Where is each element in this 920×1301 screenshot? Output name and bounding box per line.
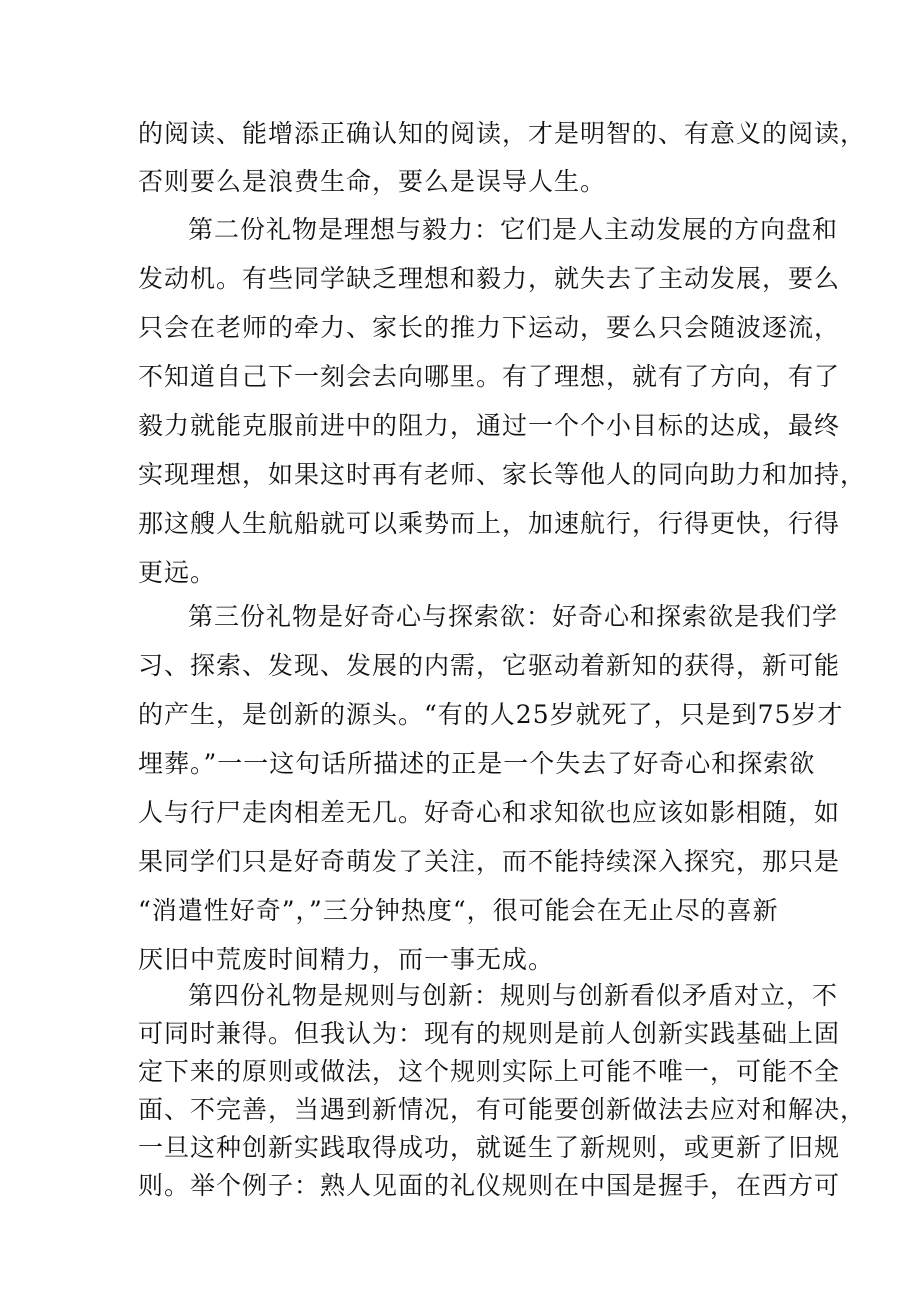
paragraph-reading-continuation (138, 110, 867, 206)
text-line: 习、探索、发现、发展的内需，它驱动着新知的获得，新可能 (138, 651, 841, 680)
text-line: 第四份礼物是规则与创新：规则与创新看似矛盾对立，不 (188, 981, 839, 1010)
text-line: 可同时兼得。但我认为：现有的规则是前人创新实践基础上固 (138, 1019, 841, 1048)
text-line: 发动机。有些同学缺乏理想和毅力，就失去了主动发展，要么 (138, 264, 841, 293)
text-line: 第三份礼物是好奇心与探索欲：好奇心和探索欲是我们学 (188, 602, 839, 631)
text-line: 否则要么是浪费生命，要么是误导人生。 (138, 167, 607, 196)
text-line: 毅力就能克服前进中的阻力，通过一个个小目标的达成，最终 (138, 411, 841, 440)
text-line: 定下来的原则或做法，这个规则实际上可能不唯一，可能不全 (138, 1057, 841, 1086)
text-line: 那这艘人生航船就可以乘势而上，加速航行，行得更快，行得 (138, 509, 841, 538)
paragraph-gift-four (138, 977, 867, 1205)
text-line: 的产生，是创新的源头。“有的人25岁就死了，只是到75岁才 (138, 700, 844, 729)
paragraph-gift-three (138, 592, 844, 984)
paragraph-gift-two (138, 205, 867, 597)
text-line: 果同学们只是好奇萌发了关注，而不能持续深入探究，那只是 (138, 847, 841, 876)
text-line: 埋葬。”一一这句话所描述的正是一个失去了好奇心和探索欲 (138, 749, 816, 778)
text-line: 更远。 (138, 558, 217, 587)
text-line: 则。举个例子：熟人见面的礼仪规则在中国是握手，在西方可 (138, 1171, 841, 1200)
text-line: 的阅读、能增添正确认知的阅读，才是明智的、有意义的阅读， (138, 119, 867, 148)
text-line: 人与行尸走肉相差无几。好奇心和求知欲也应该如影相随，如 (138, 798, 841, 827)
text-line: 第二份礼物是理想与毅力：它们是人主动发展的方向盘和 (188, 215, 839, 244)
text-line: 只会在老师的牵力、家长的推力下运动，要么只会随波逐流， (138, 313, 841, 342)
text-line: 厌旧中荒废时间精力，而一事无成。 (138, 945, 555, 974)
text-line: 实现理想，如果这时再有老师、家长等他人的同向助力和加持， (138, 460, 867, 489)
text-line: 一旦这种创新实践取得成功，就诞生了新规则，或更新了旧规 (138, 1133, 841, 1162)
text-line: 面、不完善，当遇到新情况，有可能要创新做法去应对和解决， (138, 1095, 867, 1124)
text-line: “消遣性好奇”，”三分钟热度“，很可能会在无止尽的喜新 (138, 896, 779, 925)
text-line: 不知道自己下一刻会去向哪里。有了理想，就有了方向，有了 (138, 362, 841, 391)
